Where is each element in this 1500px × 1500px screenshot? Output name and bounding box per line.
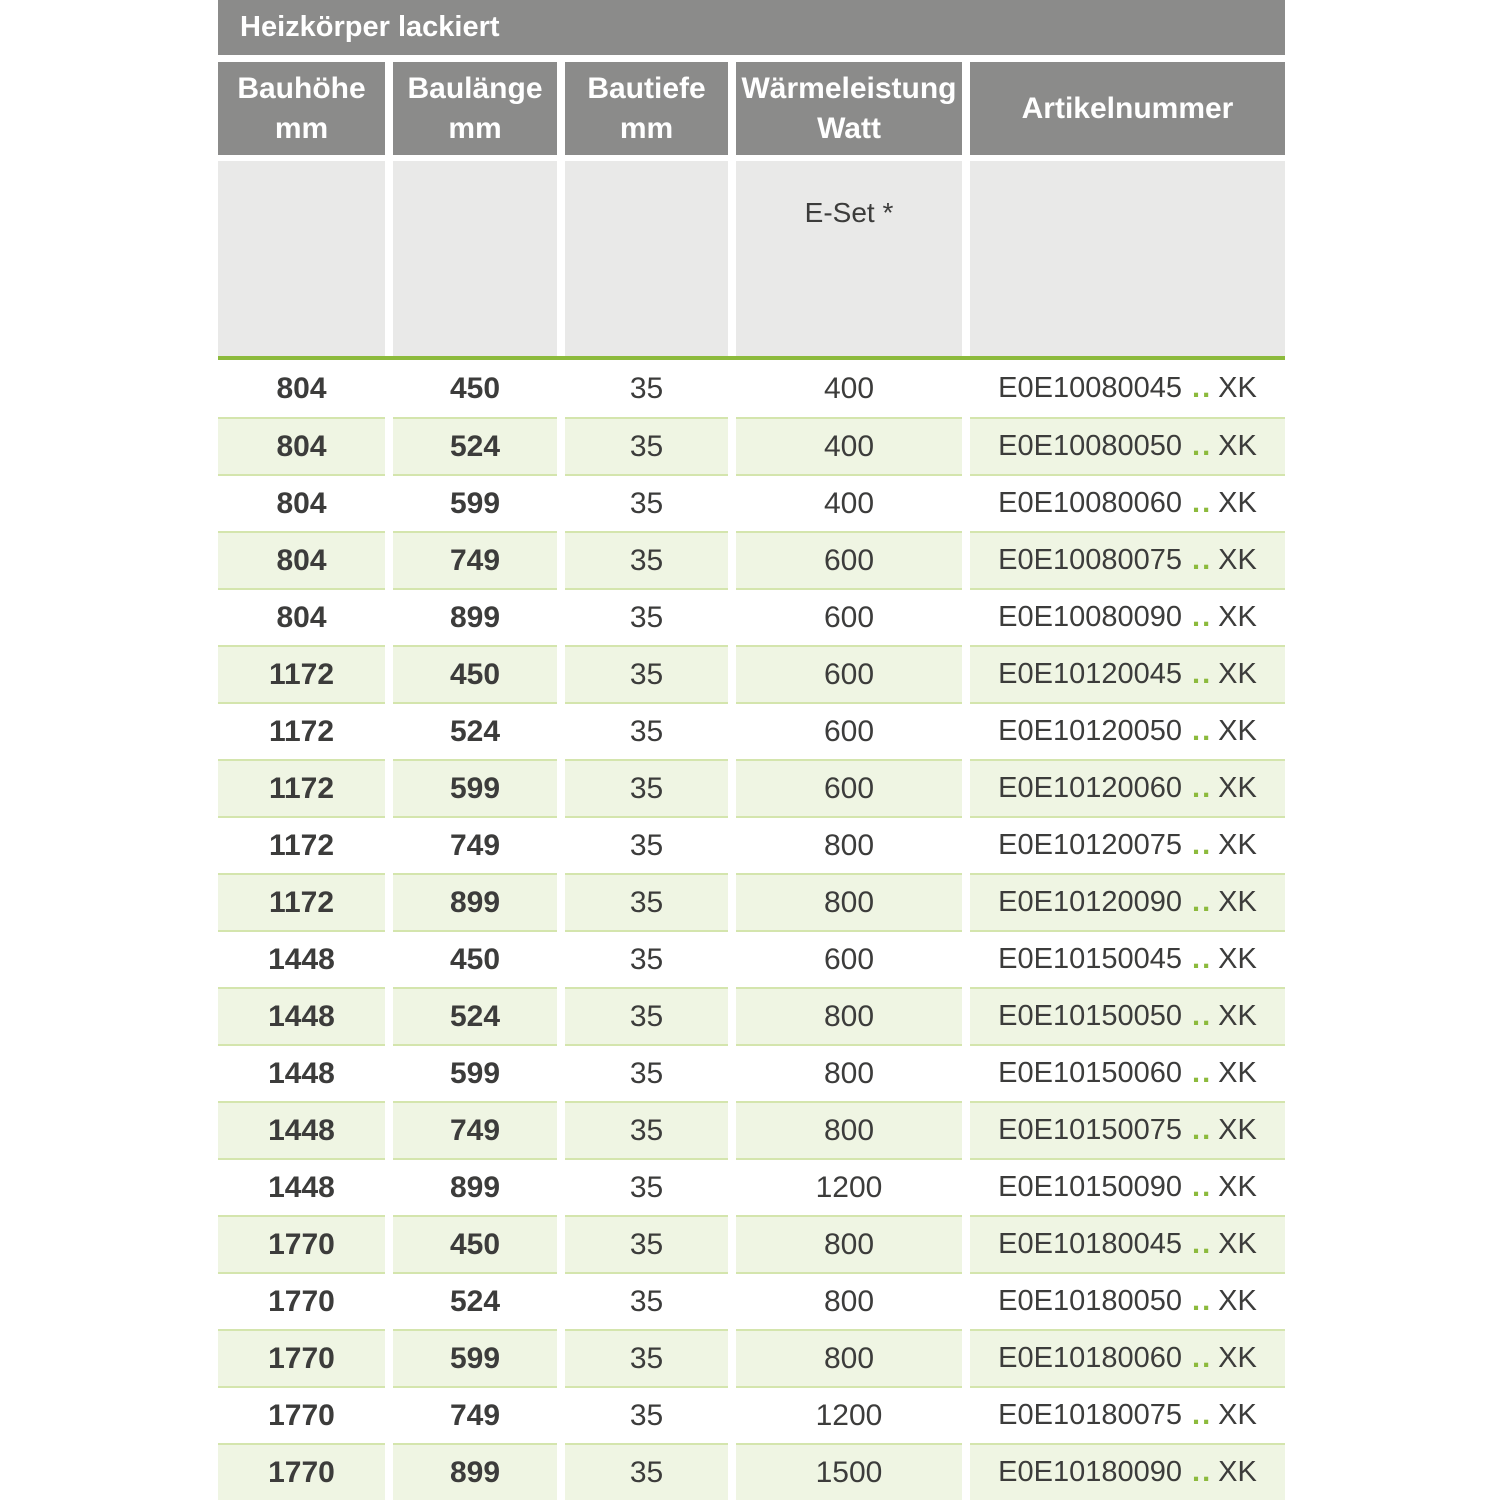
- table-row: [218, 759, 1285, 816]
- cell-bauhoehe: 1448: [218, 1158, 385, 1215]
- cell-artikelnummer: [970, 987, 1285, 1044]
- cell-waermeleistung: 1200: [736, 1158, 962, 1215]
- artikel-suffix: XK: [1218, 715, 1257, 747]
- cell-waermeleistung: 800: [736, 1329, 962, 1386]
- table-row: [218, 1044, 1285, 1101]
- cell-waermeleistung: 1200: [736, 1386, 962, 1443]
- cell-waermeleistung: 800: [736, 1044, 962, 1101]
- artikel-dots: ..: [1192, 1114, 1213, 1146]
- cell-bauhoehe: 804: [218, 531, 385, 588]
- cell-bautiefe: 35: [565, 873, 728, 930]
- column-header-unit: Watt: [817, 111, 881, 145]
- table-row: [218, 873, 1285, 930]
- artikel-suffix: XK: [1218, 1000, 1257, 1032]
- cell-artikelnummer: [970, 873, 1285, 930]
- artikel-code: E0E10180050: [998, 1285, 1183, 1317]
- subheader-cell-artikelnummer: [970, 161, 1285, 356]
- artikel-code: E0E10080090: [998, 601, 1183, 633]
- cell-bauhoehe: 1770: [218, 1443, 385, 1500]
- artikel-suffix: XK: [1218, 601, 1257, 633]
- cell-artikelnummer: [970, 417, 1285, 474]
- table-row: [218, 1329, 1285, 1386]
- cell-artikelnummer: [970, 1329, 1285, 1386]
- cell-bauhoehe: 804: [218, 588, 385, 645]
- cell-baulaenge: 599: [393, 1329, 557, 1386]
- cell-baulaenge: 524: [393, 987, 557, 1044]
- cell-waermeleistung: 800: [736, 987, 962, 1044]
- cell-baulaenge: 450: [393, 360, 557, 417]
- cell-baulaenge: 899: [393, 588, 557, 645]
- artikel-dots: ..: [1192, 829, 1213, 861]
- cell-artikelnummer: [970, 1443, 1285, 1500]
- cell-waermeleistung: 800: [736, 1101, 962, 1158]
- cell-bauhoehe: 804: [218, 417, 385, 474]
- cell-waermeleistung: 400: [736, 474, 962, 531]
- artikel-dots: ..: [1192, 715, 1213, 747]
- column-header-baulaenge: [393, 62, 557, 155]
- table-row: [218, 588, 1285, 645]
- artikel-suffix: XK: [1218, 372, 1257, 404]
- artikel-dots: ..: [1192, 601, 1213, 633]
- artikel-suffix: XK: [1218, 1114, 1257, 1146]
- table-row: [218, 360, 1285, 417]
- cell-artikelnummer: [970, 531, 1285, 588]
- artikel-suffix: XK: [1218, 772, 1257, 804]
- cell-waermeleistung: 800: [736, 816, 962, 873]
- cell-artikelnummer: [970, 816, 1285, 873]
- cell-bautiefe: 35: [565, 1158, 728, 1215]
- cell-baulaenge: 749: [393, 531, 557, 588]
- cell-artikelnummer: [970, 759, 1285, 816]
- cell-bauhoehe: 1172: [218, 645, 385, 702]
- cell-bauhoehe: 1770: [218, 1272, 385, 1329]
- artikel-code: E0E10180045: [998, 1228, 1183, 1260]
- cell-baulaenge: 450: [393, 1215, 557, 1272]
- cell-bautiefe: 35: [565, 1329, 728, 1386]
- artikel-suffix: XK: [1218, 1399, 1257, 1431]
- cell-bauhoehe: 1172: [218, 759, 385, 816]
- artikel-dots: ..: [1192, 1000, 1213, 1032]
- artikel-code: E0E10180090: [998, 1456, 1183, 1488]
- cell-bautiefe: 35: [565, 987, 728, 1044]
- cell-bauhoehe: 804: [218, 360, 385, 417]
- cell-bautiefe: 35: [565, 531, 728, 588]
- table-row: [218, 417, 1285, 474]
- cell-artikelnummer: [970, 1272, 1285, 1329]
- column-header-artikelnummer: [970, 62, 1285, 155]
- cell-baulaenge: 599: [393, 474, 557, 531]
- table-row: [218, 531, 1285, 588]
- table-title: Heizkörper lackiert: [240, 11, 500, 43]
- artikel-code: E0E10120045: [998, 658, 1183, 690]
- table-row: [218, 1101, 1285, 1158]
- table-row: [218, 1215, 1285, 1272]
- artikel-code: E0E10080075: [998, 544, 1183, 576]
- artikel-dots: ..: [1192, 943, 1213, 975]
- cell-baulaenge: 749: [393, 1386, 557, 1443]
- cell-bauhoehe: 1770: [218, 1215, 385, 1272]
- subheader-cell-bautiefe: [565, 161, 728, 356]
- table-subheader-row: [218, 161, 1285, 356]
- cell-bautiefe: 35: [565, 1101, 728, 1158]
- cell-bauhoehe: 1448: [218, 1101, 385, 1158]
- artikel-dots: ..: [1192, 886, 1213, 918]
- artikel-dots: ..: [1192, 772, 1213, 804]
- column-header-bauhoehe: [218, 62, 385, 155]
- cell-bauhoehe: 1448: [218, 987, 385, 1044]
- artikel-code: E0E10150075: [998, 1114, 1183, 1146]
- cell-baulaenge: 899: [393, 1443, 557, 1500]
- cell-waermeleistung: 600: [736, 531, 962, 588]
- cell-artikelnummer: [970, 360, 1285, 417]
- artikel-dots: ..: [1192, 544, 1213, 576]
- artikel-dots: ..: [1192, 372, 1213, 404]
- artikel-dots: ..: [1192, 1342, 1213, 1374]
- artikel-dots: ..: [1192, 487, 1213, 519]
- cell-baulaenge: 899: [393, 1158, 557, 1215]
- cell-bautiefe: 35: [565, 1215, 728, 1272]
- cell-artikelnummer: [970, 1101, 1285, 1158]
- cell-waermeleistung: 600: [736, 702, 962, 759]
- artikel-suffix: XK: [1218, 1285, 1257, 1317]
- artikel-suffix: XK: [1218, 658, 1257, 690]
- artikel-dots: ..: [1192, 430, 1213, 462]
- cell-baulaenge: 899: [393, 873, 557, 930]
- cell-artikelnummer: [970, 1386, 1285, 1443]
- artikel-code: E0E10080045: [998, 372, 1183, 404]
- cell-bautiefe: 35: [565, 417, 728, 474]
- cell-waermeleistung: 800: [736, 873, 962, 930]
- artikel-suffix: XK: [1218, 544, 1257, 576]
- cell-artikelnummer: [970, 645, 1285, 702]
- artikel-suffix: XK: [1218, 943, 1257, 975]
- artikel-dots: ..: [1192, 1057, 1213, 1089]
- artikel-dots: ..: [1192, 1285, 1213, 1317]
- artikel-code: E0E10180075: [998, 1399, 1183, 1431]
- artikel-suffix: XK: [1218, 886, 1257, 918]
- cell-baulaenge: 599: [393, 1044, 557, 1101]
- table-row: [218, 1158, 1285, 1215]
- cell-baulaenge: 524: [393, 1272, 557, 1329]
- artikel-code: E0E10150090: [998, 1171, 1183, 1203]
- cell-bautiefe: 35: [565, 360, 728, 417]
- cell-bautiefe: 35: [565, 1272, 728, 1329]
- cell-bauhoehe: 804: [218, 474, 385, 531]
- cell-waermeleistung: 800: [736, 1272, 962, 1329]
- artikel-dots: ..: [1192, 1399, 1213, 1431]
- table-body: [218, 360, 1285, 1500]
- cell-bautiefe: 35: [565, 1044, 728, 1101]
- artikel-code: E0E10080050: [998, 430, 1183, 462]
- table-header-row: [218, 62, 1285, 155]
- artikel-code: E0E10120050: [998, 715, 1183, 747]
- cell-artikelnummer: [970, 588, 1285, 645]
- cell-waermeleistung: 600: [736, 645, 962, 702]
- eset-label: E-Set *: [804, 197, 894, 228]
- cell-waermeleistung: 600: [736, 759, 962, 816]
- artikel-code: E0E10080060: [998, 487, 1183, 519]
- artikel-code: E0E10120060: [998, 772, 1183, 804]
- cell-baulaenge: 524: [393, 702, 557, 759]
- artikel-code: E0E10120090: [998, 886, 1183, 918]
- cell-bautiefe: 35: [565, 702, 728, 759]
- cell-bautiefe: 35: [565, 816, 728, 873]
- column-header-label: Baulänge: [407, 71, 543, 105]
- cell-waermeleistung: 1500: [736, 1443, 962, 1500]
- table-title-bar: [218, 0, 1285, 55]
- cell-bauhoehe: 1770: [218, 1329, 385, 1386]
- artikel-suffix: XK: [1218, 1456, 1257, 1488]
- column-header-unit: mm: [448, 111, 502, 145]
- cell-baulaenge: 599: [393, 759, 557, 816]
- cell-artikelnummer: [970, 1215, 1285, 1272]
- column-header-bautiefe: [565, 62, 728, 155]
- artikel-suffix: XK: [1218, 1228, 1257, 1260]
- subheader-cell-baulaenge: [393, 161, 557, 356]
- cell-baulaenge: 450: [393, 930, 557, 987]
- cell-waermeleistung: 600: [736, 930, 962, 987]
- cell-baulaenge: 749: [393, 1101, 557, 1158]
- cell-bauhoehe: 1770: [218, 1386, 385, 1443]
- cell-waermeleistung: 800: [736, 1215, 962, 1272]
- table-row: [218, 1443, 1285, 1500]
- cell-artikelnummer: [970, 474, 1285, 531]
- cell-bautiefe: 35: [565, 474, 728, 531]
- artikel-dots: ..: [1192, 1171, 1213, 1203]
- artikel-dots: ..: [1192, 658, 1213, 690]
- table-row: [218, 645, 1285, 702]
- cell-bautiefe: 35: [565, 1443, 728, 1500]
- artikel-code: E0E10180060: [998, 1342, 1183, 1374]
- artikel-suffix: XK: [1218, 1057, 1257, 1089]
- cell-bautiefe: 35: [565, 930, 728, 987]
- subheader-cell-bauhoehe: [218, 161, 385, 356]
- table-row: [218, 702, 1285, 759]
- cell-artikelnummer: [970, 702, 1285, 759]
- cell-waermeleistung: 400: [736, 417, 962, 474]
- table-row: [218, 987, 1285, 1044]
- table-row: [218, 930, 1285, 987]
- cell-bautiefe: 35: [565, 1386, 728, 1443]
- artikel-code: E0E10150050: [998, 1000, 1183, 1032]
- table-row: [218, 474, 1285, 531]
- column-header-waermeleistung: [736, 62, 962, 155]
- cell-bauhoehe: 1172: [218, 816, 385, 873]
- column-header-label: Bautiefe: [587, 71, 706, 105]
- radiator-spec-table: [218, 0, 1285, 1500]
- cell-waermeleistung: 600: [736, 588, 962, 645]
- table-row: [218, 816, 1285, 873]
- table-row: [218, 1272, 1285, 1329]
- column-header-unit: mm: [274, 111, 329, 145]
- cell-bautiefe: 35: [565, 645, 728, 702]
- cell-bauhoehe: 1172: [218, 702, 385, 759]
- column-header-label: Artikelnummer: [1021, 91, 1234, 125]
- artikel-suffix: XK: [1218, 430, 1257, 462]
- artikel-suffix: XK: [1218, 1171, 1257, 1203]
- artikel-suffix: XK: [1218, 1342, 1257, 1374]
- cell-artikelnummer: [970, 930, 1285, 987]
- cell-baulaenge: 450: [393, 645, 557, 702]
- cell-artikelnummer: [970, 1044, 1285, 1101]
- artikel-dots: ..: [1192, 1228, 1213, 1260]
- column-header-label: Wärmeleistung: [741, 71, 957, 105]
- cell-bautiefe: 35: [565, 759, 728, 816]
- table-row: [218, 1386, 1285, 1443]
- column-header-label: Bauhöhe: [237, 71, 366, 105]
- cell-bautiefe: 35: [565, 588, 728, 645]
- cell-bauhoehe: 1448: [218, 1044, 385, 1101]
- artikel-suffix: XK: [1218, 487, 1257, 519]
- artikel-code: E0E10150045: [998, 943, 1183, 975]
- cell-waermeleistung: 400: [736, 360, 962, 417]
- artikel-dots: ..: [1192, 1456, 1213, 1488]
- subheader-cell-eset: [736, 161, 962, 356]
- cell-bauhoehe: 1448: [218, 930, 385, 987]
- artikel-suffix: XK: [1218, 829, 1257, 861]
- cell-baulaenge: 524: [393, 417, 557, 474]
- cell-bauhoehe: 1172: [218, 873, 385, 930]
- artikel-code: E0E10120075: [998, 829, 1183, 861]
- column-header-unit: mm: [619, 111, 674, 145]
- cell-baulaenge: 749: [393, 816, 557, 873]
- cell-artikelnummer: [970, 1158, 1285, 1215]
- artikel-code: E0E10150060: [998, 1057, 1183, 1089]
